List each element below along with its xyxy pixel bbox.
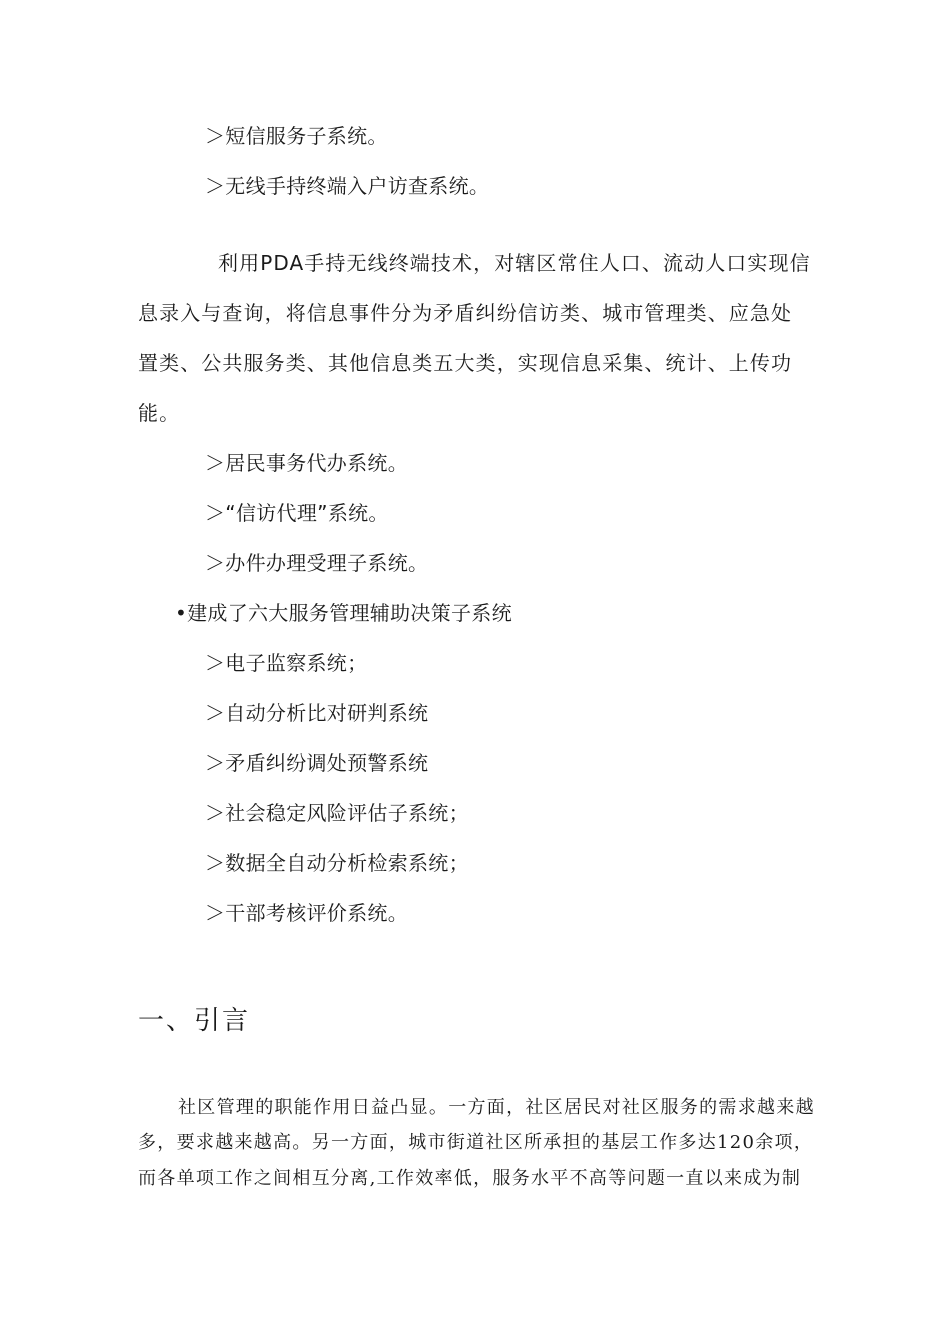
list-item-resident-affairs: ＞居民事务代办系统。 (205, 451, 408, 475)
list-item-auto-analysis: ＞自动分析比对研判系统 (205, 701, 429, 725)
list-item-e-supervision: ＞电子监察系统； (205, 651, 368, 675)
intro-paragraph-line-3: 而各单项工作之间相互分离,工作效率低，服务水平不高等问题一直以来成为制 (138, 1168, 802, 1189)
list-item-risk-assessment: ＞社会稳定风险评估子系统； (205, 801, 469, 825)
list-item-sms-subsystem: ＞短信服务子系统。 (205, 124, 388, 148)
section-heading-introduction: 一、引言 (138, 1006, 251, 1036)
paragraph-pda-line-3: 置类、公共服务类、其他信息类五大类，实现信息采集、统计、上传功 (138, 351, 793, 375)
list-item-dispute-warning: ＞矛盾纠纷调处预警系统 (205, 751, 429, 775)
bullet-decision-subsystems: •建成了六大服务管理辅助决策子系统 (175, 601, 512, 625)
list-item-case-handling: ＞办件办理受理子系统。 (205, 551, 429, 575)
intro-paragraph-line-1: 社区管理的职能作用日益凸显。一方面，社区居民对社区服务的需求越来越 (178, 1097, 815, 1118)
list-item-handheld-visit-system: ＞无线手持终端入户访查系统。 (205, 174, 490, 198)
intro-paragraph-line-2: 多，要求越来越高。另一方面，城市街道社区所承担的基层工作多达120余项， (138, 1132, 814, 1153)
paragraph-pda-line-4: 能。 (138, 401, 181, 425)
paragraph-pda-line-2: 息录入与查询，将信息事件分为矛盾纠纷信访类、城市管理类、应急处 (138, 301, 793, 325)
list-item-data-retrieval: ＞数据全自动分析检索系统； (205, 851, 469, 875)
list-item-petition-agent: ＞“信访代理”系统。 (205, 501, 389, 525)
list-item-cadre-evaluation: ＞干部考核评价系统。 (205, 901, 408, 925)
paragraph-pda-line-1: 利用PDA手持无线终端技术，对辖区常住人口、流动人口实现信 (218, 251, 811, 275)
